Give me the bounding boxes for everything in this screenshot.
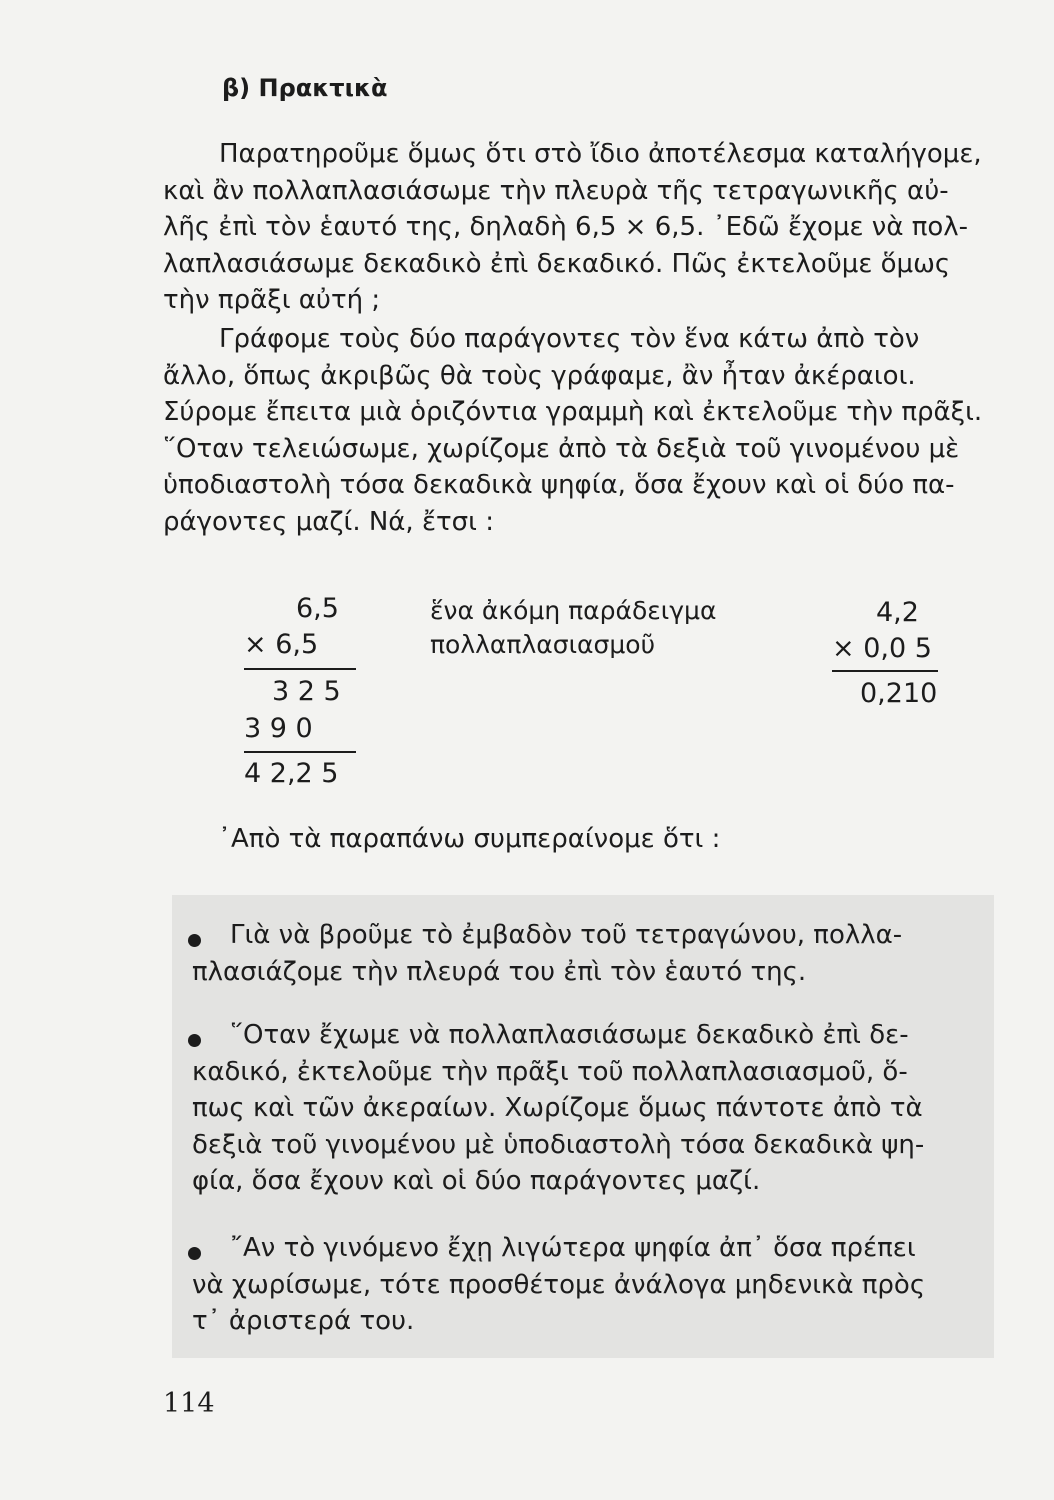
summary-item xyxy=(192,917,992,990)
factor-2: × 0,0 5 xyxy=(832,633,932,664)
summary-line: πως καὶ τῶν ἀκεραίων. Χωρίζομε ὅμως πάντοτε ἀπὸ τὰ xyxy=(192,1093,923,1123)
paragraph-line: ράγοντες μαζί. Νά, ἔτσι : xyxy=(163,506,494,537)
factor-1: 6,5 xyxy=(296,593,339,624)
product: 4 2,2 5 xyxy=(244,758,339,789)
section-title: β) Πρακτικὰ xyxy=(222,74,388,102)
rule-line xyxy=(832,670,938,672)
summary-line: πλασιάζομε τὴν πλευρά του ἐπὶ τὸν ἑαυτό της. xyxy=(192,956,807,987)
summary-line: Γιὰ νὰ βροῦμε τὸ ἐμβαδὸν τοῦ τετραγώνου, πολλα- xyxy=(230,920,903,950)
paragraph-line: καὶ ἂν πολλαπλασιάσωμε τὴν πλευρὰ τῆς τετραγωνικῆς αὐ- xyxy=(163,175,949,206)
summary-line: καδικό, ἐκτελοῦμε τὴν πρᾶξι τοῦ πολλαπλασιασμοῦ, ὅ- xyxy=(192,1056,908,1087)
bullet-icon xyxy=(188,1247,201,1260)
paragraph-line: ὑποδιαστολὴ τόσα δεκαδικὰ ψηφία, ὅσα ἔχουν καὶ οἱ δύο πα- xyxy=(163,470,955,500)
example-label-line: ἕνα ἀκόμη παράδειγμα xyxy=(430,596,717,625)
summary-item xyxy=(192,1017,992,1200)
paragraph-line: ἄλλο, ὅπως ἀκριβῶς θὰ τοὺς γράφαμε, ἂν ἦταν ἀκέραιοι. xyxy=(163,360,916,391)
summary-line: ῎Αν τὸ γινόμενο ἔχῃ λιγώτερα ψηφία ἀπ᾿ ὅσα πρέπει xyxy=(230,1233,916,1263)
partial-product-2: 3 9 0 xyxy=(244,713,313,744)
summary-line: δεξιὰ τοῦ γινομένου μὲ ὑποδιαστολὴ τόσα δεκαδικὰ ψη- xyxy=(192,1129,925,1160)
partial-product-1: 3 2 5 xyxy=(272,676,341,707)
summary-box xyxy=(172,895,994,1358)
summary-line: νὰ χωρίσωμε, τότε προσθέτομε ἀνάλογα μηδενικὰ πρὸς xyxy=(192,1269,926,1300)
paragraph-line: λαπλασιάσωμε δεκαδικὸ ἐπὶ δεκαδικό. Πῶς ἐκτελοῦμε ὅμως xyxy=(163,248,951,279)
paragraph-1 xyxy=(163,136,1021,319)
paragraph-line: Σύρομε ἔπειτα μιὰ ὁριζόντια γραμμὴ καὶ ἐκτελοῦμε τὴν πρᾶξι. xyxy=(163,397,983,427)
summary-line: φία, ὅσα ἔχουν καὶ οἱ δύο παράγοντες μαζί. xyxy=(192,1166,761,1196)
summary-line: ῞Οταν ἔχωμε νὰ πολλαπλασιάσωμε δεκαδικὸ ἐπὶ δε- xyxy=(230,1020,909,1050)
example-label xyxy=(430,594,716,662)
summary-line: τ᾿ ἀριστερά του. xyxy=(192,1306,415,1336)
paragraph-line: τὴν πρᾶξι αὐτή ; xyxy=(163,285,381,315)
summary-item xyxy=(192,1230,992,1340)
factor-2: × 6,5 xyxy=(244,629,319,660)
conclusion-text: ᾿Απὸ τὰ παραπάνω συμπεραίνομε ὅτι : xyxy=(218,824,721,854)
example-label-line: πολλαπλασιασμοῦ xyxy=(430,630,656,659)
bullet-icon xyxy=(188,934,201,947)
product: 0,210 xyxy=(860,678,938,709)
page-number: 114 xyxy=(163,1388,215,1419)
paragraph-line: ῞Οταν τελειώσωμε, χωρίζομε ἀπὸ τὰ δεξιὰ τοῦ γινομένου μὲ xyxy=(163,433,960,464)
bullet-icon xyxy=(188,1034,201,1047)
paragraph-line: Παρατηροῦμε ὅμως ὅτι στὸ ἴδιο ἀποτέλεσμα καταλήγομε, xyxy=(219,139,982,169)
paragraph-2 xyxy=(163,321,1021,540)
rule-line xyxy=(244,668,356,670)
paragraph-line: Γράφομε τοὺς δύο παράγοντες τὸν ἕνα κάτω ἀπὸ τὸν xyxy=(219,324,920,354)
paragraph-line: λῆς ἐπὶ τὸν ἑαυτό της, δηλαδὴ 6,5 × 6,5. ᾿Εδῶ ἔχομε νὰ πολ- xyxy=(163,212,969,242)
rule-line xyxy=(244,751,356,753)
factor-1: 4,2 xyxy=(876,597,919,628)
